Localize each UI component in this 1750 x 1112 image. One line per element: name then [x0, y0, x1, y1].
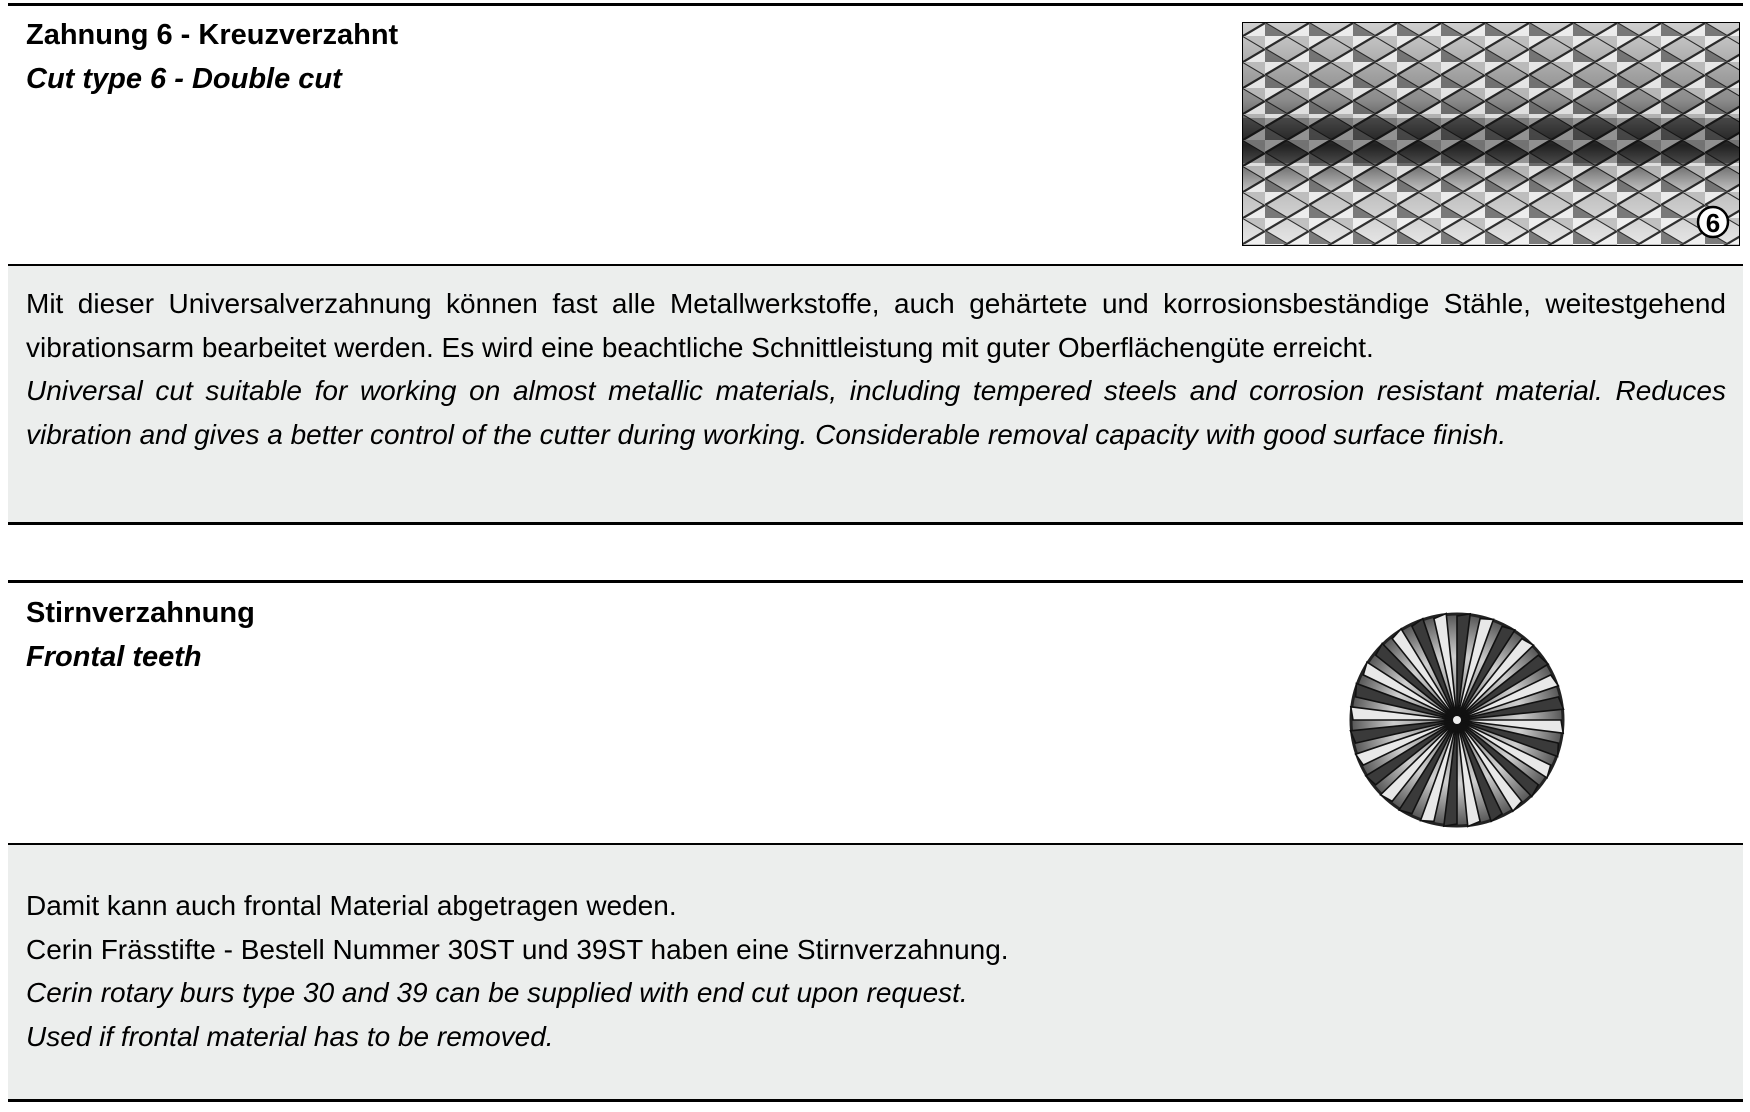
section-1-title-en: Cut type 6 - Double cut — [26, 63, 342, 95]
section-2-line-en-1: Cerin rotary burs type 30 and 39 can be supplied with end cut upon request. — [26, 977, 968, 1008]
section-1-text-en: Universal cut suitable for working on almost metallic materials, including tempered steels and corrosion resistant material. Reduces vibration and gives a better control of the cutter during working. Considerable removal capacity with good surface finish. — [26, 375, 1726, 450]
top-rule-section-2 — [8, 580, 1743, 583]
badge-number: 6 — [1705, 208, 1721, 238]
section-2-heading — [26, 591, 255, 679]
frontal-teeth-image — [1342, 605, 1572, 835]
bottom-rule-section-2 — [8, 1099, 1743, 1102]
section-2-line-de-2: Cerin Frässtifte - Bestell Nummer 30ST und 39ST haben eine Stirnverzahnung. — [26, 933, 1009, 965]
section-2-description — [26, 884, 1726, 1058]
bottom-rule-section-1 — [8, 522, 1743, 525]
section-1-description — [26, 282, 1726, 456]
section-2-title-de: Stirnverzahnung — [26, 597, 255, 629]
section-1-heading — [26, 13, 398, 101]
section-1-title-de: Zahnung 6 - Kreuzverzahnt — [26, 19, 399, 51]
frontal-teeth-disc-icon — [1342, 605, 1572, 835]
section-1-text-de: Mit dieser Universalverzahnung können fast alle Metallwerkstoffe, auch gehärtete und korrosionsbeständige Stähle, weitestgehend vibrationsarm bearbeitet werden. Es wird eine beachtliche Schnittleistung mit guter Oberflächengüte erreicht. — [26, 288, 1726, 363]
section-2-line-de-1: Damit kann auch frontal Material abgetragen weden. — [26, 890, 677, 921]
double-cut-teeth-image — [1242, 22, 1740, 246]
double-cut-teeth-photo-icon — [1243, 23, 1739, 245]
section-2-line-en-2: Used if frontal material has to be removed. — [26, 1020, 554, 1052]
section-2-title-en: Frontal teeth — [26, 641, 202, 673]
top-rule-section-1 — [8, 3, 1743, 6]
